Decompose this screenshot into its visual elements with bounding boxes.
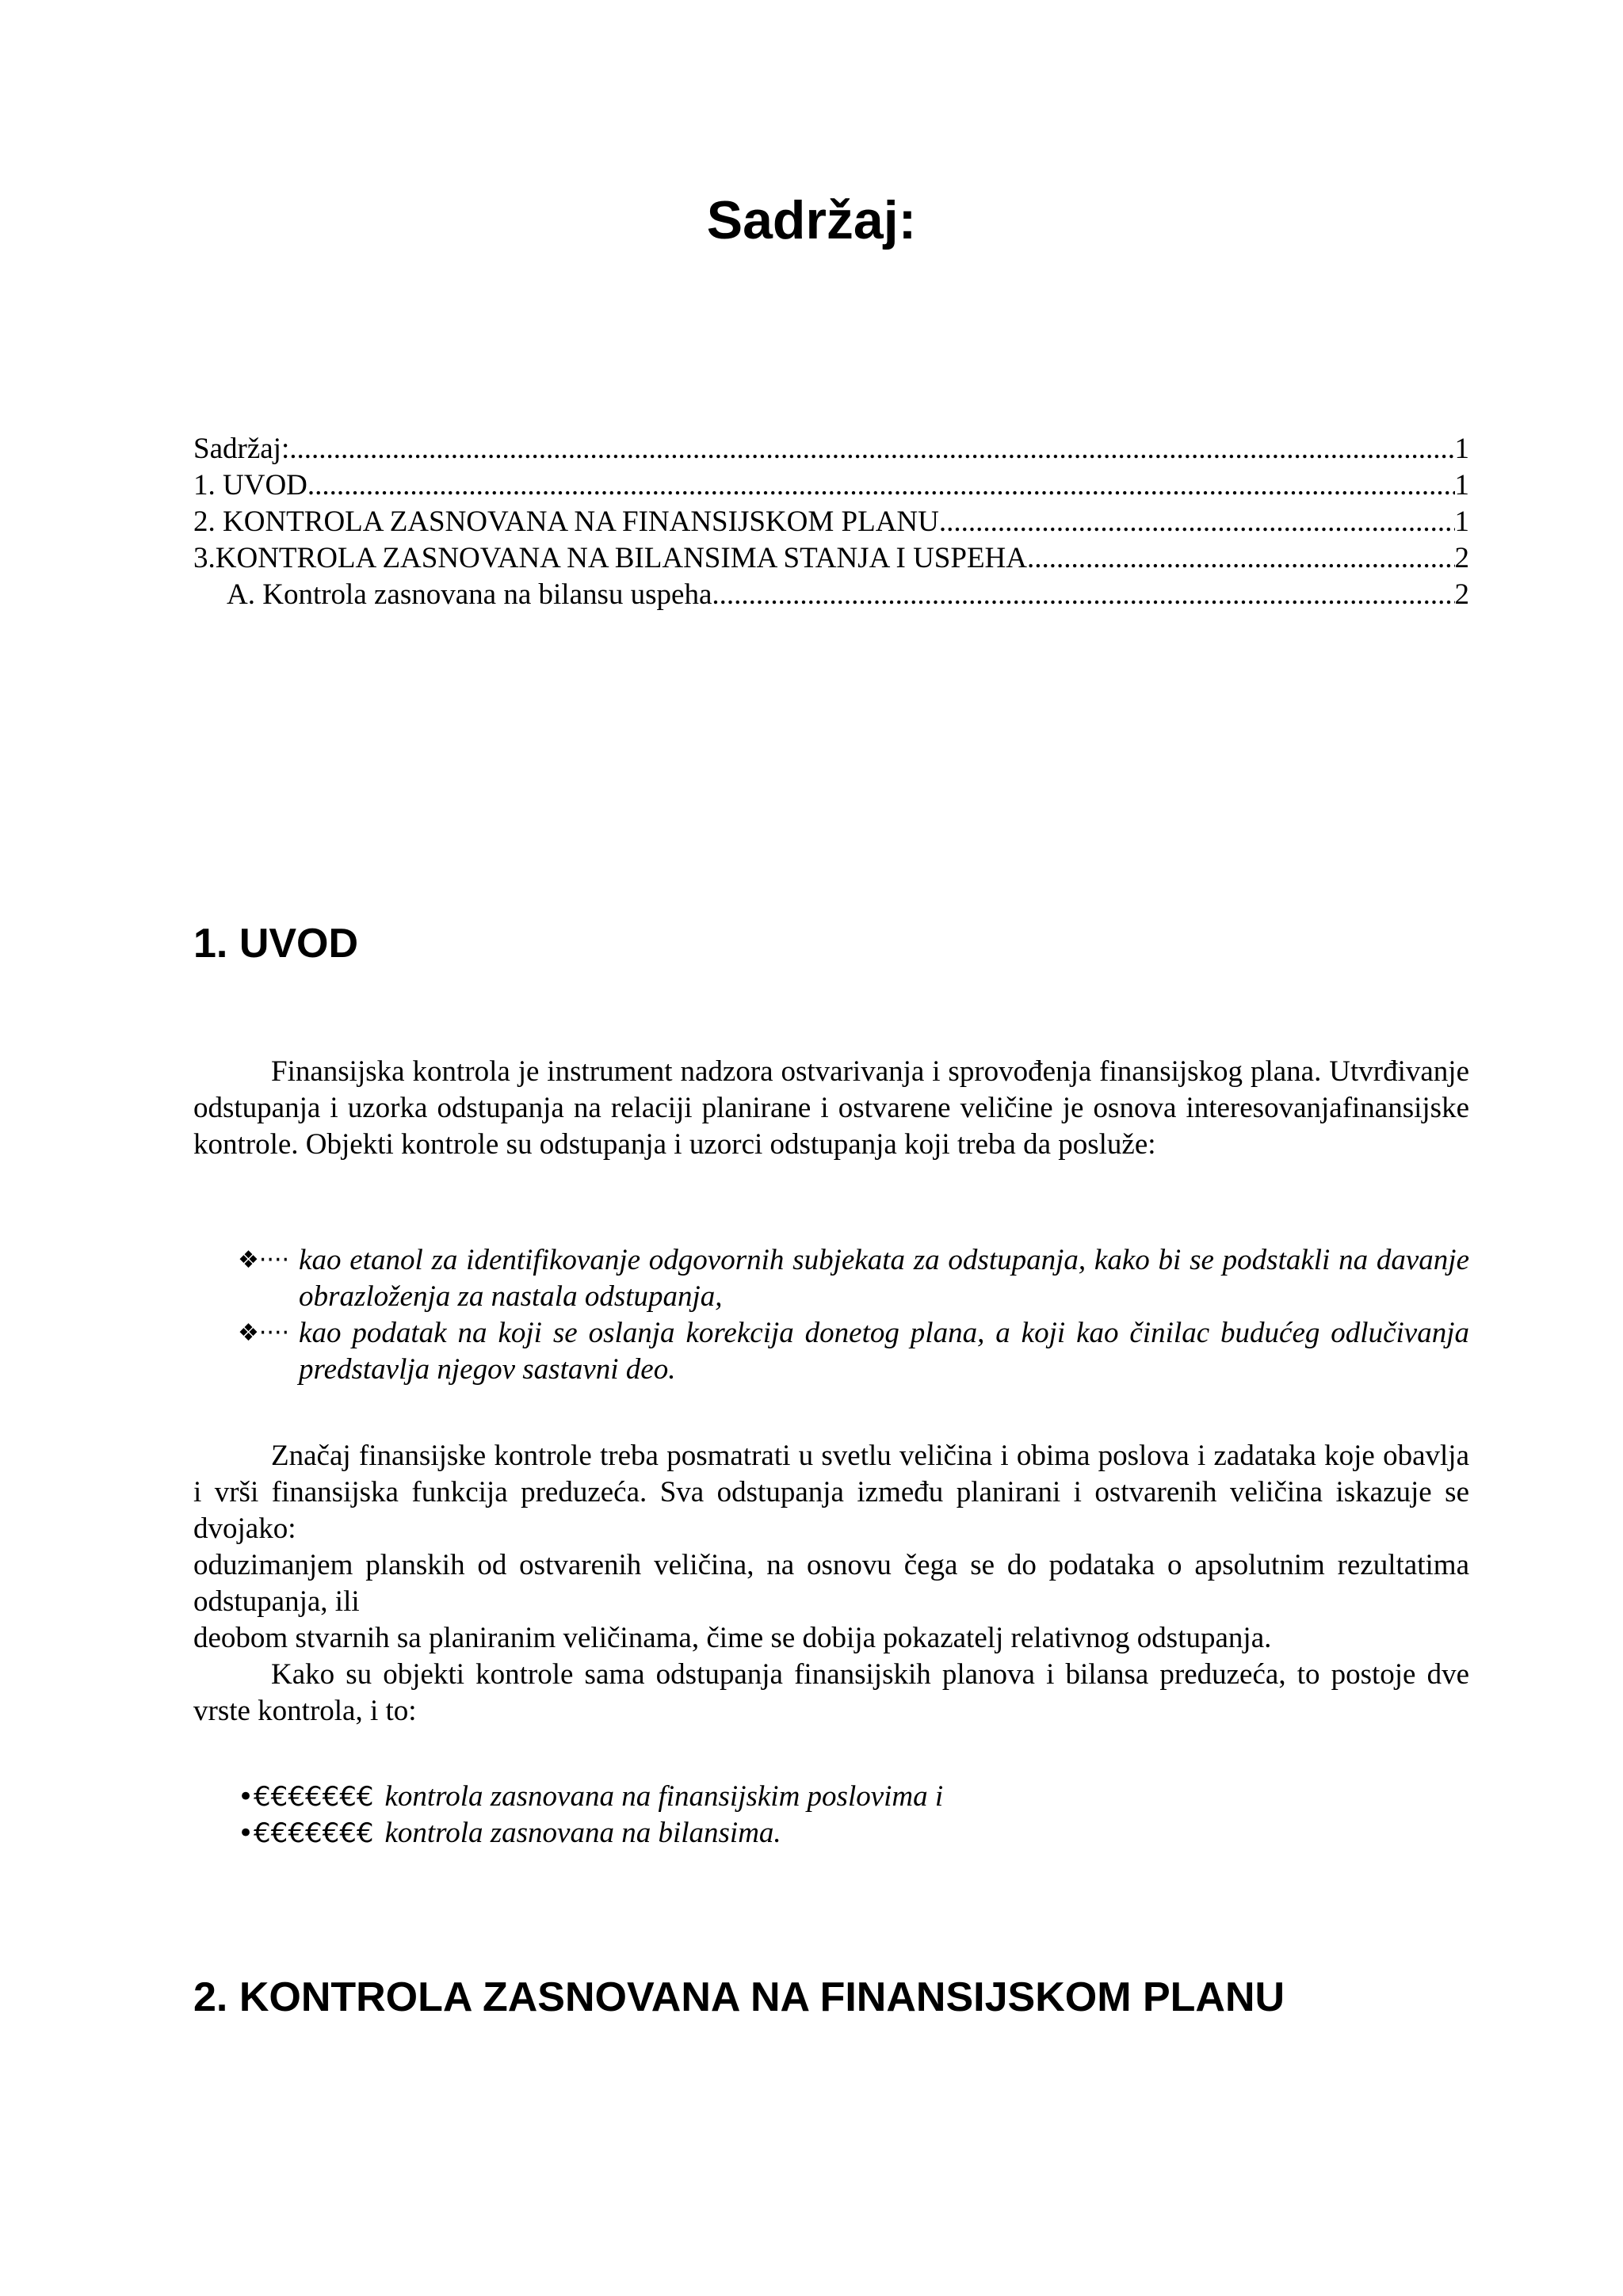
list-item <box>238 1815 1469 1852</box>
list-item-text: kao etanol za identifikovanje odgovornih subjekata za odstupanja, kako bi se podstakli na davanje obrazloženja za nastala odstupanja, <box>299 1244 1469 1313</box>
toc-leader-dots <box>289 431 1454 467</box>
paragraph: Kako su objekti kontrole sama odstupanja finansijskih planova i bilansa preduzeća, to postoje dve vrste kontrola, i to: <box>193 1658 1469 1727</box>
list-item-text: kontrola zasnovana na bilansima. <box>384 1817 781 1849</box>
list-item <box>238 1242 1469 1315</box>
toc-entry-label: 3.KONTROLA ZASNOVANA NA BILANSIMA STANJA I USPEHA <box>193 542 1027 574</box>
toc-entry-label: A. Kontrola zasnovana na bilansu uspeha <box>227 578 712 611</box>
toc-entry[interactable] <box>193 504 1469 540</box>
bullet-euro-marker: •€€€€€€€ <box>238 1781 374 1813</box>
list-item <box>238 1315 1469 1388</box>
toc-leader-dots <box>712 577 1454 613</box>
diamond-bullet-icon: ❖···· <box>238 1246 290 1274</box>
toc-entry[interactable] <box>193 431 1469 467</box>
toc-entry-page: 1 <box>1454 469 1469 502</box>
control-types-list <box>238 1779 1469 1852</box>
section-heading-uvod: 1. UVOD <box>193 921 359 967</box>
paragraph: Finansijska kontrola je instrument nadzora ostvarivanja i sprovođenja finansijskog plana. Utvrđivanje odstupanja i uzorka odstupanja na relaciji planirane i ostvarene veličine je osnova interesovanjafinansijske kontrole. Objekti kontrole su odstupanja i uzorci odstupanja koji treba da posluže: <box>193 1055 1469 1161</box>
list-item-text: kao podatak na koji se oslanja korekcija donetog plana, a koji kao činilac budućeg odlučivanja predstavlja njegov sastavni deo. <box>299 1317 1469 1386</box>
toc-entry[interactable] <box>193 577 1469 613</box>
toc-leader-dots <box>939 504 1455 540</box>
toc-entry-page: 2 <box>1454 542 1469 574</box>
body-paragraph-block <box>193 1438 1469 1730</box>
toc-entry-page: 1 <box>1454 505 1469 538</box>
toc-entry[interactable] <box>193 467 1469 504</box>
toc-entry-label: Sadržaj: <box>193 433 290 465</box>
list-item <box>238 1779 1469 1815</box>
toc-entry-page: 2 <box>1454 578 1469 611</box>
toc-leader-dots <box>1027 540 1455 577</box>
toc-leader-dots <box>307 467 1455 504</box>
toc-entry-page: 1 <box>1454 433 1469 465</box>
paragraph: deobom stvarnih sa planiranim veličinama, čime se dobija pokazatelj relativnog odstupanja. <box>193 1622 1272 1654</box>
toc-entry-label: 2. KONTROLA ZASNOVANA NA FINANSIJSKOM PLANU <box>193 505 939 538</box>
bullet-euro-marker: •€€€€€€€ <box>238 1817 374 1849</box>
diamond-bullet-icon: ❖···· <box>238 1319 290 1347</box>
page-title: Sadržaj: <box>706 190 917 250</box>
objectives-list <box>238 1242 1469 1388</box>
section-heading-kontrola-plan: 2. KONTROLA ZASNOVANA NA FINANSIJSKOM PLANU <box>193 1974 1285 2020</box>
table-of-contents <box>193 431 1469 613</box>
list-item-text: kontrola zasnovana na finansijskim poslovima i <box>384 1780 944 1813</box>
toc-entry-label: 1. UVOD <box>193 469 307 502</box>
toc-entry[interactable] <box>193 540 1469 577</box>
paragraph: Značaj finansijske kontrole treba posmatrati u svetlu veličina i obima poslova i zadataka koje obavlja i vrši finansijska funkcija preduzeća. Sva odstupanja između planirani i ostvarenih veličina iskazuje se dvojako: <box>193 1440 1469 1545</box>
paragraph: oduzimanjem planskih od ostvarenih veličina, na osnovu čega se do podataka o apsolutnim rezultatima odstupanja, ili <box>193 1549 1469 1618</box>
intro-paragraph-block <box>193 1054 1469 1163</box>
